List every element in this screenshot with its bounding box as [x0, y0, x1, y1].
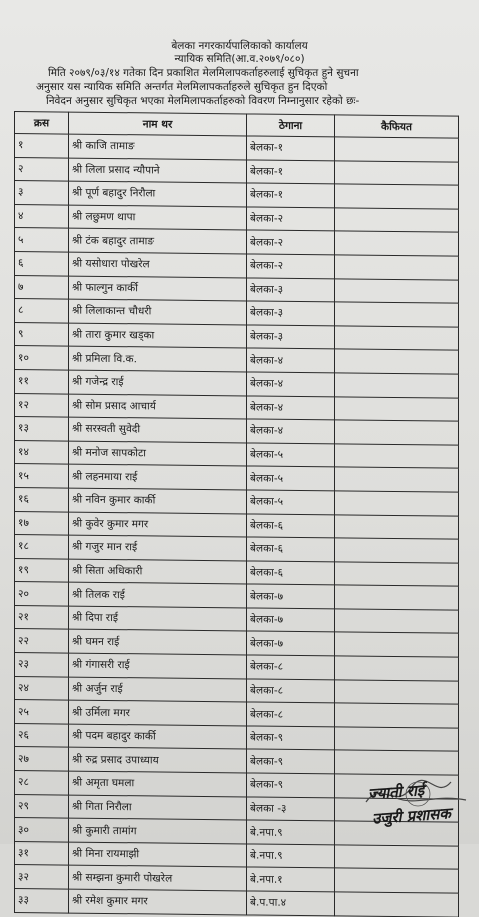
- cell-sn: २: [15, 157, 69, 181]
- col-header-name: नाम थर: [69, 112, 247, 136]
- cell-name: श्री कुमारी तामांग: [69, 818, 247, 843]
- cell-sn: ३३: [15, 889, 69, 913]
- cell-name: श्री नविन कुमार कार्की: [69, 488, 247, 513]
- cell-remark: [335, 727, 459, 752]
- cell-name: श्री गंगासरी राई: [69, 653, 247, 678]
- cell-remark: [335, 420, 459, 445]
- cell-remark: [335, 491, 459, 516]
- cell-name: श्री उर्मिला मगर: [69, 700, 247, 725]
- cell-address: बेलका-३: [247, 325, 335, 350]
- cell-remark: [335, 585, 459, 610]
- cell-name: श्री मनोज सापकोटा: [69, 441, 247, 466]
- cell-name: श्री पदम बहादुर कार्की: [69, 724, 247, 749]
- cell-sn: १८: [15, 535, 69, 559]
- cell-address: बेलका-१: [247, 183, 335, 208]
- signatory-role: उजुरी प्रशासक: [371, 804, 452, 828]
- cell-address: बेलका-२: [247, 230, 335, 255]
- cell-remark: [335, 231, 459, 256]
- committee-title: न्यायिक समिति(आ.व.२०७९/०८०): [174, 53, 305, 65]
- cell-sn: ४: [15, 204, 69, 228]
- cell-address: बेलका-७: [247, 608, 335, 633]
- cell-name: श्री लिलाकान्त चौधरी: [69, 299, 247, 324]
- cell-address: बेलका-९: [247, 726, 335, 751]
- notice-line-3: निवेदन अनुसार सुचिकृत भएका मेलमिलापकर्ताहरुको विवरण निम्नानुसार रहेको छः-: [46, 95, 360, 107]
- cell-name: श्री प्रमिला वि.क.: [69, 346, 247, 371]
- cell-address: बेलका-१: [247, 160, 335, 185]
- cell-name: श्री दिपा राई: [69, 606, 247, 631]
- table-row: [15, 889, 459, 917]
- cell-address: बे.प.पा.४: [247, 891, 335, 916]
- cell-address: बेलका -३: [247, 797, 335, 822]
- cell-name: श्री सिता अधिकारी: [69, 559, 247, 584]
- cell-sn: १: [15, 134, 69, 158]
- cell-sn: ३०: [15, 818, 69, 842]
- cell-address: बेलका-३: [247, 301, 335, 326]
- cell-name: श्री सोम प्रसाद आचार्य: [69, 394, 247, 419]
- notice-line-1: मिति २०७९/०३/१४ गतेका दिन प्रकाशित मेलमिलापकर्ताहरुलाई सुचिकृत हुने सुचना: [48, 67, 359, 79]
- cell-sn: ८: [15, 299, 69, 323]
- cell-remark: [335, 562, 459, 587]
- cell-sn: ९: [15, 322, 69, 346]
- cell-sn: ३: [15, 181, 69, 205]
- cell-address: बेलका-३: [247, 277, 335, 302]
- cell-name: श्री तिलक राई: [69, 582, 247, 607]
- col-header-remark: कैफियत: [335, 115, 459, 138]
- cell-sn: ७: [15, 275, 69, 299]
- col-header-address: ठेगाना: [247, 114, 335, 137]
- cell-address: बेलका-७: [247, 631, 335, 656]
- cell-address: बे.नपा.९: [247, 820, 335, 845]
- cell-address: बेलका-६: [247, 513, 335, 538]
- cell-name: श्री अमृता घमला: [69, 771, 247, 796]
- cell-remark: [335, 278, 459, 303]
- cell-remark: [335, 656, 459, 681]
- cell-sn: २३: [15, 653, 69, 677]
- cell-name: श्री यसोधारा पोखरेल: [69, 252, 247, 277]
- signatory-name: ज्याती राई: [367, 781, 425, 803]
- cell-name: श्री फाल्गुन कार्की: [69, 276, 247, 301]
- cell-address: बेलका-१: [247, 136, 335, 161]
- cell-address: बे.नपा.१: [247, 867, 335, 892]
- cell-name: श्री गिता निरौला: [69, 795, 247, 820]
- cell-name: श्री कुवेर कुमार मगर: [69, 512, 247, 537]
- cell-address: बेलका-४: [247, 372, 335, 397]
- cell-remark: [335, 255, 459, 280]
- cell-name: श्री घमन राई: [69, 630, 247, 655]
- cell-address: बेलका-५: [247, 443, 335, 468]
- cell-remark: [335, 538, 459, 563]
- cell-remark: [335, 184, 459, 209]
- cell-sn: ५: [15, 228, 69, 252]
- cell-remark: [335, 160, 459, 185]
- cell-address: बेलका-२: [247, 207, 335, 232]
- cell-sn: १२: [15, 393, 69, 417]
- cell-sn: ३२: [15, 865, 69, 889]
- notice-line-2: अनुसार यस न्यायिक समिति अन्तर्गत मेलमिलापकर्ताहरुले सुचिकृत हुन दिएको: [36, 81, 328, 93]
- cell-remark: [335, 137, 459, 162]
- cell-sn: १४: [15, 440, 69, 464]
- cell-remark: [335, 609, 459, 634]
- cell-sn: १५: [15, 464, 69, 488]
- cell-sn: २२: [15, 629, 69, 653]
- cell-address: बेलका-४: [247, 348, 335, 373]
- office-title: बेलका नगरकार्यपालिकाको कार्यालय: [171, 40, 308, 52]
- cell-address: बे.नपा.९: [247, 844, 335, 869]
- cell-sn: ११: [15, 369, 69, 393]
- cell-sn: १६: [15, 487, 69, 511]
- cell-name: श्री लिला प्रसाद न्यौपाने: [69, 158, 247, 183]
- cell-address: बेलका-२: [247, 254, 335, 279]
- cell-name: श्री लछुमण थापा: [69, 205, 247, 230]
- cell-sn: ६: [15, 251, 69, 275]
- cell-sn: २७: [15, 747, 69, 771]
- cell-name: श्री टंक बहादुर तामाङ: [69, 228, 247, 253]
- cell-address: बेलका-८: [247, 702, 335, 727]
- cell-sn: २५: [15, 700, 69, 724]
- cell-address: बेलका-४: [247, 395, 335, 420]
- cell-sn: ३१: [15, 841, 69, 865]
- cell-name: श्री सम्झना कुमारी पोखरेल: [69, 865, 247, 890]
- cell-sn: २१: [15, 605, 69, 629]
- cell-name: श्री अर्जुन राई: [69, 677, 247, 702]
- cell-name: श्री गजुर मान राई: [69, 535, 247, 560]
- cell-remark: [335, 632, 459, 657]
- cell-address: बेलका-५: [247, 490, 335, 515]
- cell-sn: २४: [15, 676, 69, 700]
- cell-remark: [335, 396, 459, 421]
- cell-sn: २९: [15, 794, 69, 818]
- cell-address: बेलका-७: [247, 584, 335, 609]
- cell-address: बेलका-५: [247, 466, 335, 491]
- cell-name: श्री लहनमाया राई: [69, 464, 247, 489]
- cell-remark: [335, 703, 459, 728]
- cell-name: श्री पूर्ण बहादुर निरौला: [69, 181, 247, 206]
- cell-address: बेलका-८: [247, 655, 335, 680]
- cell-remark: [335, 467, 459, 492]
- cell-sn: २८: [15, 771, 69, 795]
- cell-address: बेलका-४: [247, 419, 335, 444]
- cell-remark: [335, 680, 459, 705]
- cell-name: श्री गजेन्द्र राई: [69, 370, 247, 395]
- cell-address: बेलका-८: [247, 679, 335, 704]
- cell-remark: [335, 444, 459, 469]
- cell-remark: [335, 373, 459, 398]
- cell-remark: [335, 892, 459, 917]
- cell-name: श्री सरस्वती सुवेदी: [69, 417, 247, 442]
- cell-remark: [335, 514, 459, 539]
- cell-name: श्री तारा कुमार खड्का: [69, 323, 247, 348]
- cell-name: श्री मिना रायमाझी: [69, 842, 247, 867]
- cell-name: श्री रुद्र प्रसाद उपाध्याय: [69, 748, 247, 773]
- cell-sn: १९: [15, 558, 69, 582]
- col-header-sn: क्रस: [15, 112, 69, 135]
- cell-address: बेलका-६: [247, 537, 335, 562]
- cell-sn: १३: [15, 417, 69, 441]
- cell-remark: [335, 349, 459, 374]
- cell-address: बेलका-६: [247, 561, 335, 586]
- cell-remark: [335, 302, 459, 327]
- cell-name: श्री काजि तामाङ: [69, 134, 247, 159]
- cell-name: श्री रमेश कुमार मगर: [69, 889, 247, 914]
- cell-remark: [335, 868, 459, 893]
- cell-address: बेलका-९: [247, 749, 335, 774]
- cell-remark: [335, 326, 459, 351]
- cell-remark: [335, 845, 459, 870]
- cell-sn: २०: [15, 582, 69, 606]
- cell-remark: [335, 208, 459, 233]
- cell-sn: १७: [15, 511, 69, 535]
- cell-address: बेलका-९: [247, 773, 335, 798]
- cell-sn: १०: [15, 346, 69, 370]
- cell-sn: २६: [15, 723, 69, 747]
